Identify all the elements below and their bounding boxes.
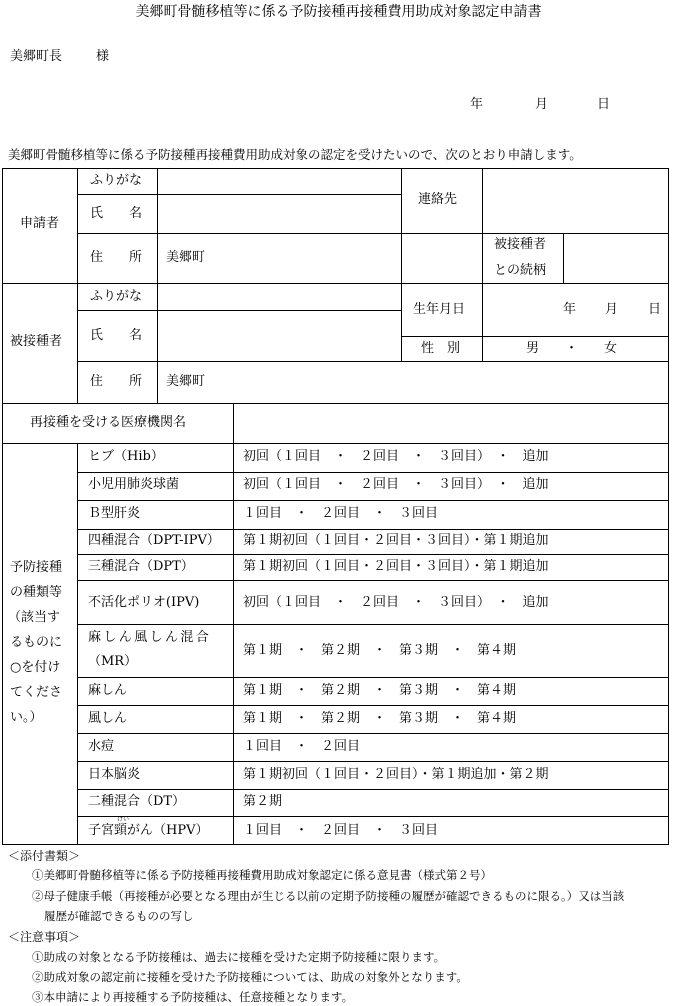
- date-month-label: 月: [535, 97, 549, 112]
- vaccine-heading-line: い。）: [10, 710, 43, 725]
- applicant-address-value: 美郷町: [166, 250, 206, 265]
- vaccine-heading-line: てくださ: [10, 685, 63, 700]
- note-item: ②助成対象の認定前に接種を受けた予防接種については、助成の対象外となります。: [32, 970, 468, 984]
- vaccine-name: 日本脳炎: [88, 767, 141, 782]
- vaccine-heading-line: （該当す: [8, 610, 61, 625]
- recipient-sex-options: 男 ・ 女: [526, 341, 618, 356]
- vaccine-options: 第１期 ・ 第２期 ・ 第３期 ・ 第４期: [243, 711, 517, 726]
- vaccine-options: １回目 ・ ２回目 ・ ３回目: [243, 506, 439, 521]
- attachments-heading: ＜添付書類＞: [8, 849, 81, 863]
- vaccine-options: 第１期初回（１回目・２回目・３回目）・第１期追加: [243, 559, 549, 574]
- attachment-item: ①美郷町骨髄移植等に係る予防接種再接種費用助成対象認定に係る意見書（様式第２号）: [32, 868, 492, 882]
- vaccine-name: 小児用肺炎球菌: [88, 477, 180, 492]
- vaccine-options: １回目 ・ ２回目: [243, 739, 361, 754]
- note-item: ①助成の対象となる予防接種は、過去に接種を受けた定期予防接種に限ります。: [32, 950, 446, 964]
- vaccine-name: 三種混合（DPT）: [88, 559, 194, 574]
- vaccine-options: 初回（１回目 ・ ２回目 ・ ３回目） ・ 追加: [243, 595, 549, 610]
- recipient-birth-label: 生年月日: [413, 302, 466, 317]
- vaccine-options: 第１期 ・ 第２期 ・ 第３期 ・ 第４期: [243, 643, 517, 658]
- vaccine-name: ヒブ（Hib）: [88, 449, 164, 464]
- vaccine-name: 麻しん: [88, 683, 128, 698]
- applicant-relation-label-2: との続柄: [494, 263, 547, 278]
- vaccine-name: Ｂ型肝炎: [88, 506, 141, 521]
- applicant-relation-label-1: 被接種者: [494, 237, 547, 252]
- vaccine-options: 第２期: [243, 794, 283, 809]
- vaccine-name: 不活化ポリオ(IPV): [88, 595, 200, 610]
- vaccine-options: １回目 ・ ２回目 ・ ３回目: [243, 823, 439, 838]
- vaccine-name-furigana: けい: [117, 816, 130, 823]
- recipient-address-value: 美郷町: [166, 374, 206, 389]
- vaccine-name-line2: （MR）: [88, 654, 138, 669]
- attachment-item-continued: 履歴が確認できるものの写し: [44, 909, 194, 923]
- vaccine-options: 初回（１回目 ・ ２回目 ・ ３回目） ・ 追加: [243, 449, 549, 464]
- vaccine-name: 麻しん風しん混合: [88, 630, 212, 645]
- applicant-furigana-label: ふりがな: [90, 173, 143, 188]
- vaccine-options: 第１期初回（１回目・２回目）・第１期追加・第２期: [243, 767, 549, 782]
- vaccine-name: 二種混合（DT）: [88, 794, 186, 809]
- recipient-name-label: 氏 名: [90, 328, 143, 343]
- vaccine-name: 水痘: [88, 739, 115, 754]
- vaccine-options: 初回（１回目 ・ ２回目 ・ ３回目） ・ 追加: [243, 477, 549, 492]
- intro-text: 美郷町骨髄移植等に係る予防接種再接種費用助成対象の認定を受けたいので、次のとおり申請します。: [8, 147, 582, 162]
- note-item: ③本申請により再接種する予防接種は、任意接種となります。: [32, 990, 354, 1004]
- recipient-birth-month: 月: [605, 302, 619, 317]
- vaccine-heading-line: 予防接種: [10, 560, 63, 575]
- recipient-sex-label: 性 別: [421, 341, 461, 356]
- recipient-address-label: 住 所: [90, 374, 143, 389]
- date-year-label: 年: [470, 97, 484, 112]
- vaccine-heading-line: るものに: [10, 635, 63, 650]
- institution-label: 再接種を受ける医療機関名: [30, 415, 187, 430]
- attachment-item: ②母子健康手帳（再接種が必要となる理由が生じる以前の定期予防接種の履歴が確認できるものに限る。）又は当該: [32, 889, 625, 903]
- applicant-name-label: 氏 名: [90, 206, 143, 221]
- vaccine-heading-line: の種類等: [10, 585, 63, 600]
- recipient-birth-year: 年: [563, 302, 577, 317]
- notes-heading: ＜注意事項＞: [8, 930, 81, 944]
- page-title: 美郷町骨髄移植等に係る予防接種再接種費用助成対象認定申請書: [135, 4, 542, 20]
- addressee-honorific: 様: [96, 49, 110, 64]
- vaccine-name: 風しん: [88, 711, 128, 726]
- date-day-label: 日: [597, 97, 611, 112]
- applicant-contact-label: 連絡先: [418, 192, 458, 207]
- recipient-birth-day: 日: [648, 302, 662, 317]
- vaccine-options: 第１期 ・ 第２期 ・ 第３期 ・ 第４期: [243, 683, 517, 698]
- addressee-town: 美郷町長: [10, 49, 63, 64]
- vaccine-name: 四種混合（DPT-IPV）: [88, 533, 220, 548]
- vaccine-options: 第１期初回（１回目・２回目・３回目）・第１期追加: [243, 533, 549, 548]
- applicant-address-label: 住 所: [90, 250, 143, 265]
- vaccine-heading-line: ○を付け: [10, 660, 61, 675]
- recipient-heading: 被接種者: [10, 334, 63, 349]
- vaccine-name: 子宮頸がん（HPV）: [88, 823, 209, 838]
- recipient-furigana-label: ふりがな: [90, 289, 143, 304]
- applicant-heading: 申請者: [20, 216, 60, 231]
